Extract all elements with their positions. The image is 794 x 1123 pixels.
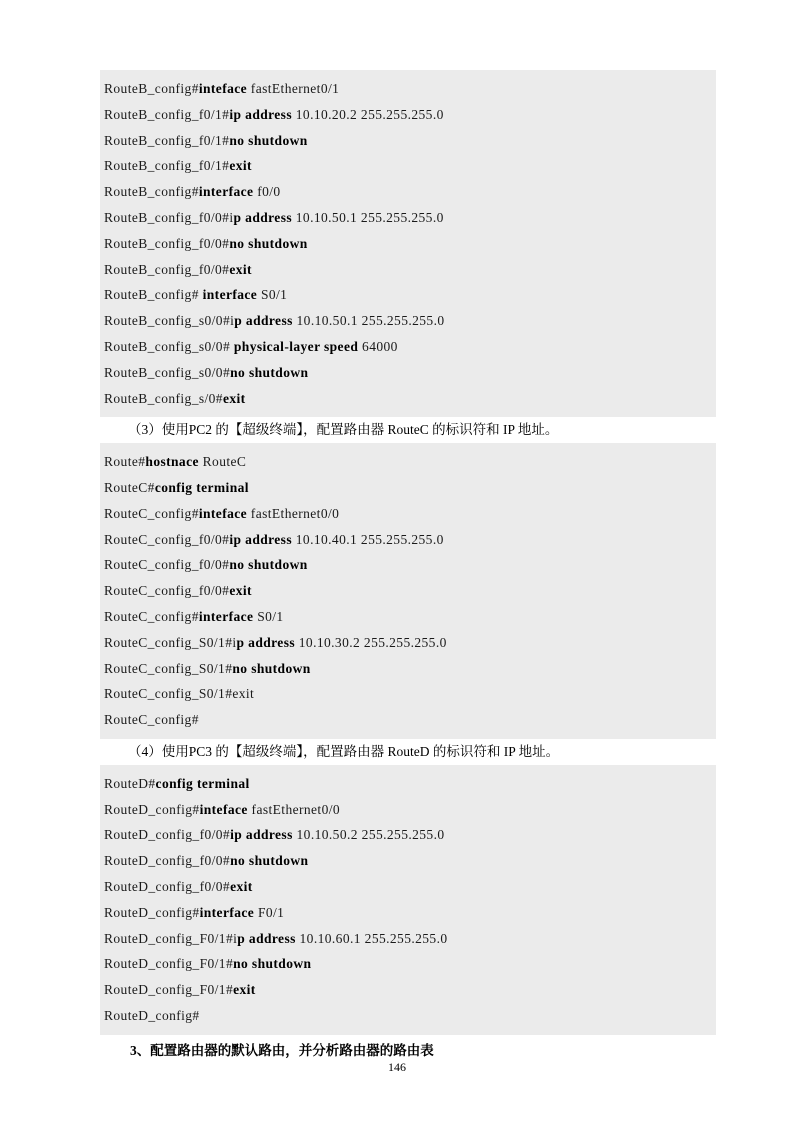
code-prompt: 64000 — [358, 338, 398, 354]
code-prompt: f0/0 — [253, 184, 281, 200]
code-line — [100, 102, 716, 128]
code-prompt: RouteD# — [104, 775, 156, 791]
code-command: interface — [202, 287, 258, 303]
code-block-routed — [100, 765, 716, 1035]
code-line — [100, 205, 716, 231]
paragraph-step-4: （4）使用PC3 的【超级终端】，配置路由器 RouteD 的标识符和 IP 地址。 — [128, 743, 560, 759]
code-command: exit — [229, 158, 252, 174]
page-content — [100, 70, 716, 1063]
code-line — [100, 527, 716, 553]
code-prompt: RouteB_config# — [104, 287, 203, 303]
code-prompt: RouteB_config# — [104, 81, 199, 96]
code-command: inteface — [199, 801, 248, 817]
code-line — [100, 308, 716, 334]
code-prompt: 10.10.60.1 255.255.255.0 — [295, 930, 448, 946]
code-prompt: F0/1 — [254, 904, 285, 920]
code-line — [100, 231, 716, 257]
code-block-routec — [100, 443, 716, 739]
code-prompt: RouteD_config# — [104, 801, 200, 817]
code-line — [100, 926, 716, 952]
code-prompt: RouteB_config_s0/0# — [104, 338, 234, 354]
code-command: exit — [229, 261, 252, 277]
code-prompt: RouteD_config# — [104, 1007, 200, 1023]
code-block-routeb — [100, 70, 716, 417]
code-prompt: RouteC_config_f0/0# — [104, 583, 230, 599]
code-line — [100, 681, 716, 707]
code-prompt: RouteC# — [104, 479, 155, 495]
code-line — [100, 604, 716, 630]
code-line — [100, 951, 716, 977]
code-line — [100, 153, 716, 179]
code-prompt: RouteC_config# — [104, 608, 199, 624]
code-line — [100, 76, 716, 102]
code-prompt: fastEthernet0/0 — [247, 801, 341, 817]
code-command: p address — [233, 209, 292, 225]
code-command: exit — [230, 878, 253, 894]
code-prompt: RouteC_config_S0/1#exit — [104, 686, 255, 702]
code-command: exit — [233, 982, 256, 998]
code-command: inteface — [198, 81, 248, 96]
code-prompt: 10.10.50.2 255.255.255.0 — [292, 827, 445, 843]
code-command: ip address — [230, 827, 293, 843]
code-command: p address — [236, 634, 295, 650]
code-line — [100, 656, 716, 682]
code-line — [100, 552, 716, 578]
code-prompt: Route# — [104, 454, 146, 470]
code-line — [100, 771, 716, 797]
code-command: p address — [234, 313, 293, 329]
code-command: no shutdown — [230, 364, 309, 380]
code-prompt: RouteB_config_f0/0# — [104, 261, 230, 277]
code-prompt: fastEthernet0/1 — [247, 81, 340, 96]
code-prompt: 10.10.50.1 255.255.255.0 — [292, 313, 445, 329]
code-line — [100, 874, 716, 900]
code-line — [100, 386, 716, 412]
code-prompt: RouteD_config_f0/0# — [104, 827, 231, 843]
code-line — [100, 900, 716, 926]
code-prompt: RouteB_config_f0/0#i — [104, 209, 234, 225]
code-prompt: 10.10.40.1 255.255.255.0 — [292, 531, 444, 547]
code-line — [100, 578, 716, 604]
code-prompt: RouteB_config_f0/1# — [104, 106, 230, 122]
code-prompt: RouteC_config_S0/1#i — [104, 634, 237, 650]
code-command: config terminal — [155, 775, 250, 791]
code-command: hostnace — [145, 454, 199, 470]
code-prompt: S0/1 — [253, 608, 284, 624]
code-command: inteface — [198, 505, 248, 521]
code-line — [100, 822, 716, 848]
code-line — [100, 449, 716, 475]
code-line — [100, 282, 716, 308]
page-number: 146 — [388, 1060, 406, 1074]
code-command: exit — [222, 390, 246, 406]
code-line — [100, 334, 716, 360]
code-prompt: RouteB_config_s/0# — [104, 390, 223, 406]
code-prompt: RouteD_config_F0/1#i — [104, 930, 238, 946]
code-prompt: RouteB_config_s0/0# — [104, 364, 231, 380]
code-prompt: 10.10.50.1 255.255.255.0 — [292, 209, 444, 225]
section-heading-3: 3、配置路由器的默认路由，并分析路由器的路由表 — [130, 1042, 434, 1058]
code-command: no shutdown — [230, 853, 309, 869]
code-prompt: RouteB_config_f0/1# — [104, 158, 230, 174]
code-command: interface — [198, 184, 254, 200]
code-command: config terminal — [154, 479, 249, 495]
code-command: no shutdown — [229, 132, 308, 148]
code-command: physical-layer speed — [233, 338, 359, 354]
code-line — [100, 797, 716, 823]
code-prompt: RouteB_config_s0/0#i — [104, 313, 235, 329]
code-line — [100, 475, 716, 501]
code-command: no shutdown — [229, 235, 308, 251]
code-line — [100, 179, 716, 205]
code-line — [100, 501, 716, 527]
code-line — [100, 257, 716, 283]
code-line — [100, 848, 716, 874]
code-line — [100, 128, 716, 154]
code-prompt: RouteB_config# — [104, 184, 199, 200]
code-line — [100, 630, 716, 656]
paragraph-step-3: （3）使用PC2 的【超级终端】，配置路由器 RouteC 的标识符和 IP 地址。 — [128, 422, 559, 438]
code-command: interface — [198, 608, 254, 624]
code-line — [100, 360, 716, 386]
code-line — [100, 707, 716, 733]
code-prompt: RouteB_config_f0/1# — [104, 132, 230, 148]
code-prompt: RouteC_config_f0/0# — [104, 557, 230, 573]
code-prompt: RouteC_config_f0/0# — [104, 531, 230, 547]
code-command: no shutdown — [232, 660, 311, 676]
code-command: exit — [229, 583, 252, 599]
code-prompt: RouteB_config_f0/0# — [104, 235, 230, 251]
code-command: no shutdown — [229, 557, 308, 573]
code-line — [100, 977, 716, 1003]
code-line — [100, 1003, 716, 1029]
code-prompt: 10.10.30.2 255.255.255.0 — [295, 634, 447, 650]
code-command: no shutdown — [233, 956, 312, 972]
code-prompt: RouteC_config_S0/1# — [104, 660, 233, 676]
code-prompt: RouteD_config# — [104, 904, 200, 920]
code-prompt: 10.10.20.2 255.255.255.0 — [292, 106, 444, 122]
code-prompt: fastEthernet0/0 — [247, 505, 340, 521]
code-prompt: S0/1 — [257, 287, 288, 303]
code-prompt: RouteC_config# — [104, 712, 199, 728]
code-command: interface — [199, 904, 255, 920]
code-prompt: RouteC_config# — [104, 505, 199, 521]
code-prompt: RouteD_config_F0/1# — [104, 956, 234, 972]
code-prompt: RouteD_config_F0/1# — [104, 982, 234, 998]
code-prompt: RouteD_config_f0/0# — [104, 878, 231, 894]
code-prompt: RouteD_config_f0/0# — [104, 853, 231, 869]
code-prompt: RouteC — [198, 454, 247, 470]
code-command: ip address — [229, 531, 292, 547]
code-command: p address — [237, 930, 296, 946]
code-command: ip address — [229, 106, 292, 122]
